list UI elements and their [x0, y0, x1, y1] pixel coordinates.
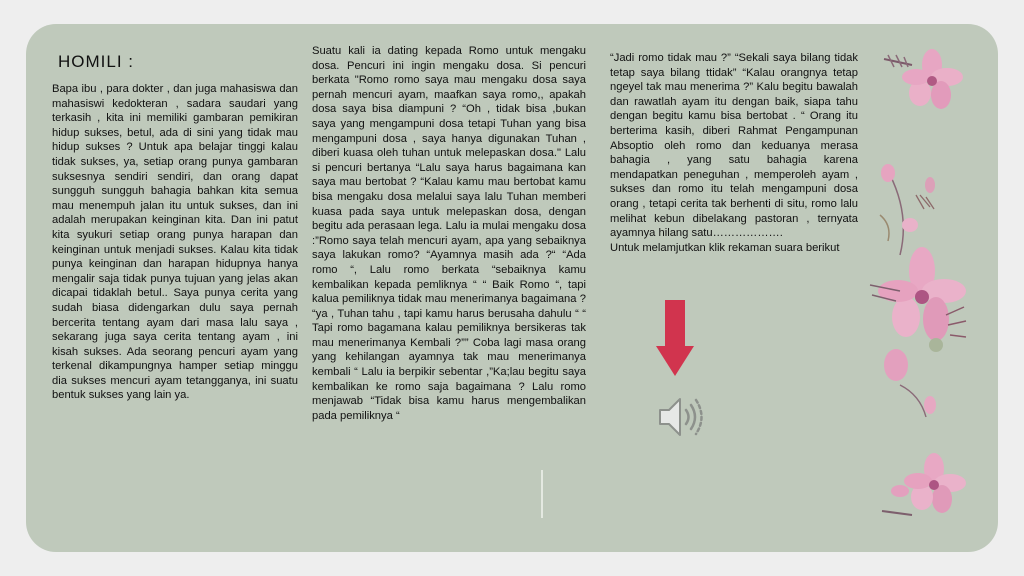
homily-paragraph-1: Bapa ibu , para dokter , dan juga mahasiswa dan mahasiswi kedokteran , sadara saudari yang terkasih , kita ini memiliki gambaran pemikiran hidup sukses, betul, ada di sini yang tidak mau hidup sukses ? Untuk apa belajar tinggi kalau tidak sukses, ya, setiap orang punya gambaran suksesnya sendiri sendiri, dan orang dapat sungguh sungguh bahagia bahkan kita semua mau menempuh jalan itu untuk sukses, dan ini adalah merupakan keinginan kita. Dan ini patut kita syukuri setiap orang punya harapan dan keinginan untuk menjadi sukses. Kalau kita tidak punya keinginan dan harapan hidupnya hanya mengalir saja tidak punya tujuan yang jelas akan dicapai tidaklah betul.. Saya punya cerita yang sudah biasa didengarkan dulu saya pernah bercerita tentang ayam dari masa lalu saya , sekarang juga saya cerita tentang ayam , ini kisah sukses. Ada seorang pencuri ayam yang terkenal dikampungnya hamper setiap minggu dia sukses mencuri ayam tetangganya, ini suatu bentuk sukses yang lain ya. — [52, 83, 298, 402]
homily-paragraph-3: “Jadi romo tidak mau ?” “Sekali saya bilang tidak tetap saya bilang ttidak” “Kalau orangnya tetap ngeyel tak mau menerima ?” Kalu begitu bawalah dan rawatlah ayam itu dengan baik, siapa tahu dengan begitu kamu bisa bertobat . “ Orang itu berterima kasih, diberi Rahmat Pengampunan Absoptio oleh romo dan keduanya merasa bahagia , yang satu bahagia karena mendapatkan peneguhan , memperoleh ayam , sukses dan romo itu telah mengampuni dosa orang , tetapi cerita tak berhenti di situ, romo lalu melihat kebun dibelakang pastoran , ternyata ayamnya hilang satu………………. — [610, 52, 858, 240]
speaker-icon[interactable] — [656, 393, 708, 441]
divider-line — [541, 470, 543, 518]
audio-instruction: Untuk melamjutkan klik rekaman suara berikut — [610, 241, 840, 254]
flower-bottom — [904, 453, 966, 513]
text-column-1 — [52, 82, 298, 403]
homily-paragraph-2: Suatu kali ia dating kepada Romo untuk mengaku dosa. Pencuri ini ingin mengaku dosa. Si pencuri berkata "Romo romo saya mau mengaku dosa saya pernah mencuri ayam, maafkan saya romo,, apakah dosa saya bisa diampuni ? “Oh , tidak bisa ,bukan saya yang mengampuni dosa tetapi Tuhan yang bisa mengampuni dosa , saya hanya digunakan Tuhan , diberi kuasa oleh tuhan untuk melepaskan dosa." Lalu si pencuri bertanya “Lalu saya harus bagaimana kan saya mau bertobat ? “Kalau kamu mau bertobat kamu bisa mengaku dosa melalui saya lalu Tuhan memberi kuasa pada saya untuk melepaskan dosa, dengan begitu ada perasaan lega. Lalu ia mulai mengaku dosa :”Romo saya telah mencuri ayam, apa yang sebaiknya saya lakukan romo? “Ayamnya masih ada ?“ “Ada romo “, Lalu romo berkata “sebaiknya kamu kembalikan kepada pemliknya “ “ Baik Romo “, tapi kalua pemiliknya tidak mau menerimanya bagaimana ? “ya , Tuhan tahu , tapi kamu harus berusaha dahulu “ “ Tapi romo bagamana kalau pemiliknya bersikeras tak mau menerimanya Kembali ?”” Coba lagi masa orang yang kehilangan ayamnya tak mau menerimanya kembali “ Lalu ia berpikir sebentar ,”Ka;lau begitu saya kembalikan ke romo saja bagaimana ? Lalu romo menjawab “Tidak bisa kamu harus mengembalikan pada pemiliknya “ — [312, 45, 586, 422]
text-column-2 — [312, 44, 586, 423]
down-arrow-icon — [656, 300, 694, 378]
flower-middle — [878, 247, 966, 341]
flower-top — [902, 49, 963, 109]
pink-flowers-decoration — [860, 45, 972, 525]
text-column-3 — [610, 51, 858, 255]
slide-title: HOMILI : — [58, 52, 135, 71]
